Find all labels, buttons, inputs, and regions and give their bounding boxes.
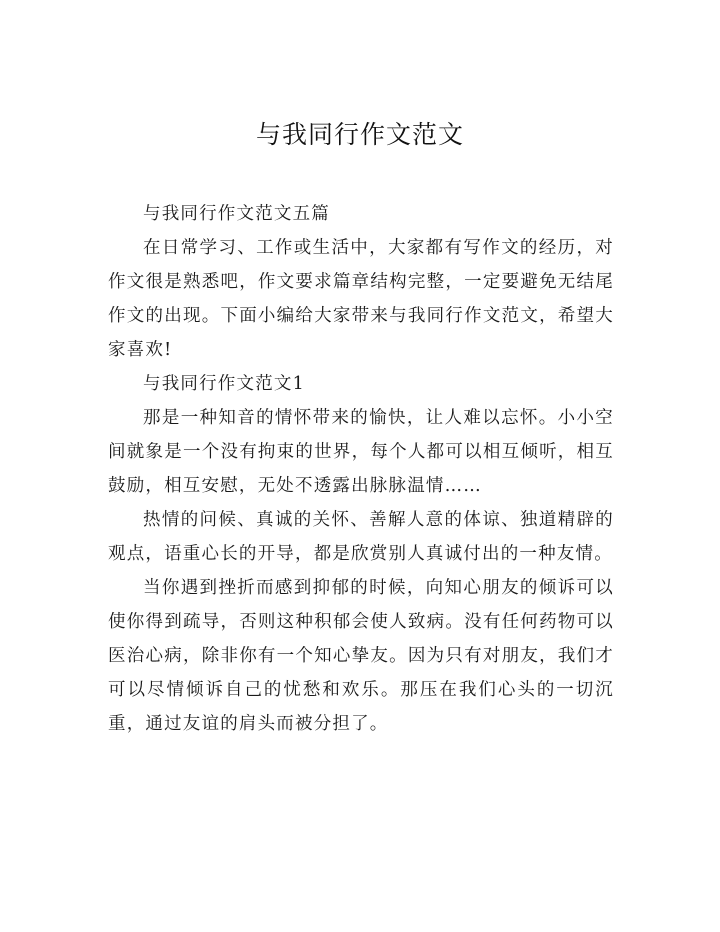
document-title: 与我同行作文范文 xyxy=(255,120,464,149)
document-body xyxy=(108,197,614,741)
body-paragraph: 热情的问候、真诚的关怀、善解人意的体谅、独道精辟的观点，语重心长的开导，都是欣赏别人真诚付出的一种友情。 xyxy=(108,510,614,564)
section-heading: 与我同行作文范文1 xyxy=(143,374,305,394)
subtitle-paragraph: 与我同行作文范文五篇 xyxy=(143,204,330,224)
body-paragraph: 当你遇到挫折而感到抑郁的时候，向知心朋友的倾诉可以使你得到疏导，否则这种积郁会使人致病。没有任何药物可以医治心病，除非你有一个知心挚友。因为只有对朋友，我们才可以尽情倾诉自己的忧愁和欢乐。那压在我们心头的一切沉重，通过友谊的肩头而被分担了。 xyxy=(108,578,614,734)
intro-paragraph: 在日常学习、工作或生活中，大家都有写作文的经历，对作文很是熟悉吧，作文要求篇章结构完整，一定要避免无结尾作文的出现。下面小编给大家带来与我同行作文范文，希望大家喜欢! xyxy=(108,238,614,360)
body-paragraph: 那是一种知音的情怀带来的愉快，让人难以忘怀。小小空间就象是一个没有拘束的世界，每个人都可以相互倾听，相互鼓励，相互安慰，无处不透露出脉脉温情…… xyxy=(108,408,614,496)
